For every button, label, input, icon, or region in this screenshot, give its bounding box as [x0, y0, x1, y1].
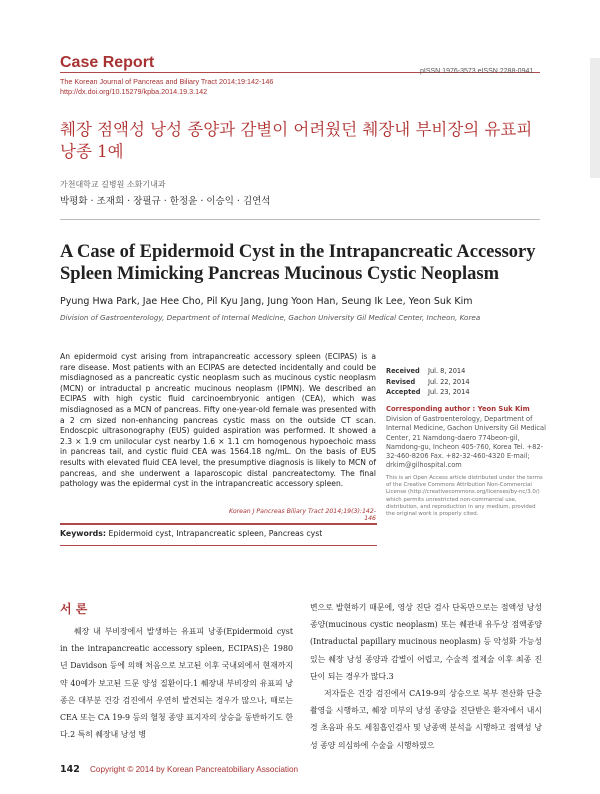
case-report-label: Case Report: [60, 54, 155, 71]
issn-info: pISSN 1976-3573 eISSN 2288-0941: [420, 68, 534, 75]
body-right-column: [310, 599, 542, 754]
korean-authors: 박평화 · 조재희 · 장필규 · 한정윤 · 이승익 · 김연석: [60, 196, 271, 207]
english-affiliation: Division of Gastroenterology, Department of Internal Medicine, Gachon University Gil Medical Center, Incheon, Korea: [60, 313, 481, 322]
english-authors: Pyung Hwa Park, Jae Hee Cho, Pil Kyu Jang, Jung Yoon Han, Seung Ik Lee, Yeon Suk Kim: [60, 296, 473, 307]
keywords-divider: [60, 545, 377, 546]
body-paragraph: 변으로 발현하기 때문에, 영상 진단 검사 단독만으로는 점액성 낭성 종양(mucinous cystic neoplasm) 또는 췌관내 유두상 점액종양(Intraductal papillary mucinous neoplasm) 등 악성화 가능성 있는 췌장 낭성 종양과 감별이 어렵고, 수술적 절제술 이후 최종 진단이 되는 경우가 많다.3: [310, 603, 542, 681]
accepted-date: Accepted Jul. 23, 2014: [386, 388, 470, 397]
page-number: 142: [60, 764, 80, 775]
journal-citation: The Korean Journal of Pancreas and Biliary Tract 2014;19:142-146: [60, 77, 274, 86]
corresponding-author-details: Division of Gastroenterology, Department of Internal Medicine, Gachon University Gil Medical Center, 21 Namdong-daero 774beon-gil, Namdong-gu, Incheon 405-760, Korea Tel. +82-32-460-8206 Fax. +82-32-460-4320 E-mail; drkim@gilhospital.com: [386, 415, 546, 470]
received-date: Received Jul. 8, 2014: [386, 367, 466, 375]
body-paragraph: 저자들은 건강 검진에서 CA19-9의 상승으로 복부 전산화 단층 촬영을 시행하고, 췌장 미부의 낭성 종양을 진단받은 환자에서 내시경 초음파 유도 세침흡인검사 및 낭종액 분석을 시행하고 점액성 낭성 종양 의심하에 수술을 시행하였으: [310, 689, 542, 750]
abstract-divider: [60, 523, 377, 525]
corresponding-author-heading: Corresponding author : Yeon Suk Kim: [386, 405, 530, 413]
copyright-notice: Copyright © 2014 by Korean Pancreatobiliary Association: [90, 765, 299, 774]
keywords: [60, 529, 322, 538]
korean-affiliation: 가천대학교 길병원 소화기내과: [60, 180, 166, 189]
article-dates: [386, 366, 470, 398]
page-edge-tab: [590, 58, 600, 178]
revised-date: Revised Jul. 22, 2014: [386, 377, 470, 386]
body-left-column: 췌장 내 부비장에서 발생하는 유표피 낭종(Epidermoid cyst in the intrapancreatic accessory spleen, ECIPAS)은 1980년 Davidson 등에 의해 처음으로 보고된 이후 국내외에서 현재까지 약 40예가 보고된 드문 양성 질환이다.1 췌장내 부비장의 유표피 낭종은 대부분 건강 검진에서 우연히 발견되는 경우가 많으나, 때로는 CEA 또는 CA 19-9 등의 혈청 종양 표지자의 상승을 동반하기도 한다.2 특히 췌장내 낭성 병: [60, 627, 293, 740]
section-heading-introduction: 서 론: [60, 602, 88, 616]
english-title: A Case of Epidermoid Cyst in the Intrapancreatic Accessory Spleen Mimicking Pancreas Mucinous Cystic Neoplasm: [60, 242, 536, 284]
abstract-citation: Korean J Pancreas Biliary Tract 2014;19(3):142-146: [228, 508, 376, 522]
title-divider: [60, 219, 540, 220]
doi-link[interactable]: http://dx.doi.org/10.15279/kpba.2014.19.3.142: [60, 87, 208, 96]
keywords-label: Keywords:: [60, 529, 107, 538]
keywords-values: Epidermoid cyst, Intrapancreatic spleen, Pancreas cyst: [106, 529, 323, 538]
open-access-notice: This is an Open Access article distributed under the terms of the Creative Commons Attribution Non-Commercial License (http://creativecommons.org/licenses/by-nc/3.0/) which permits unrestricted non-commercial use, distribution, and reproduction in any medium, provided the original work is properly cited.: [386, 475, 543, 518]
abstract-text: An epidermoid cyst arising from intrapancreatic accessory spleen (ECIPAS) is a rare disease. Most patients with an ECIPAS are detected incidentally and could be misdiagnosed as a pancreatic cystic neoplasm such as mucinous cystic neoplasm (MCN) or intraductal p ancreatic mucinous neoplasm (IPMN). We described an ECIPAS with high cystic fluid carcinoembryonic antigen (CEA), which was misdiagnosed as a MCN of pancreas. Fifty one-year-old female was presented with a 2 cm sized non-enhancing pancreas cystic mass on the outside CT scan. Endoscpic ultrasonography (EUS) guided aspiration was performed. It showed a 2.3 × 1.9 cm unilocular cyst nearby 1.6 × 1.1 cm homogenous hypoechoic mass in pancreas tail, and cystic fluid CEA was 1564.18 ng/mL. On the basis of EUS results with elevated fluid CEA level, the presumptive diagnosis is likely to MCN of pancreas, and she underwent a laparoscopic distal pancreatectomy. The final pathology was the epidermal cyst in the intrapancreatic accessory spleen.: [60, 352, 376, 489]
korean-title: 췌장 점액성 낭성 종양과 감별이 어려웠던 췌장내 부비장의 유표피 낭종 1예: [60, 120, 533, 161]
